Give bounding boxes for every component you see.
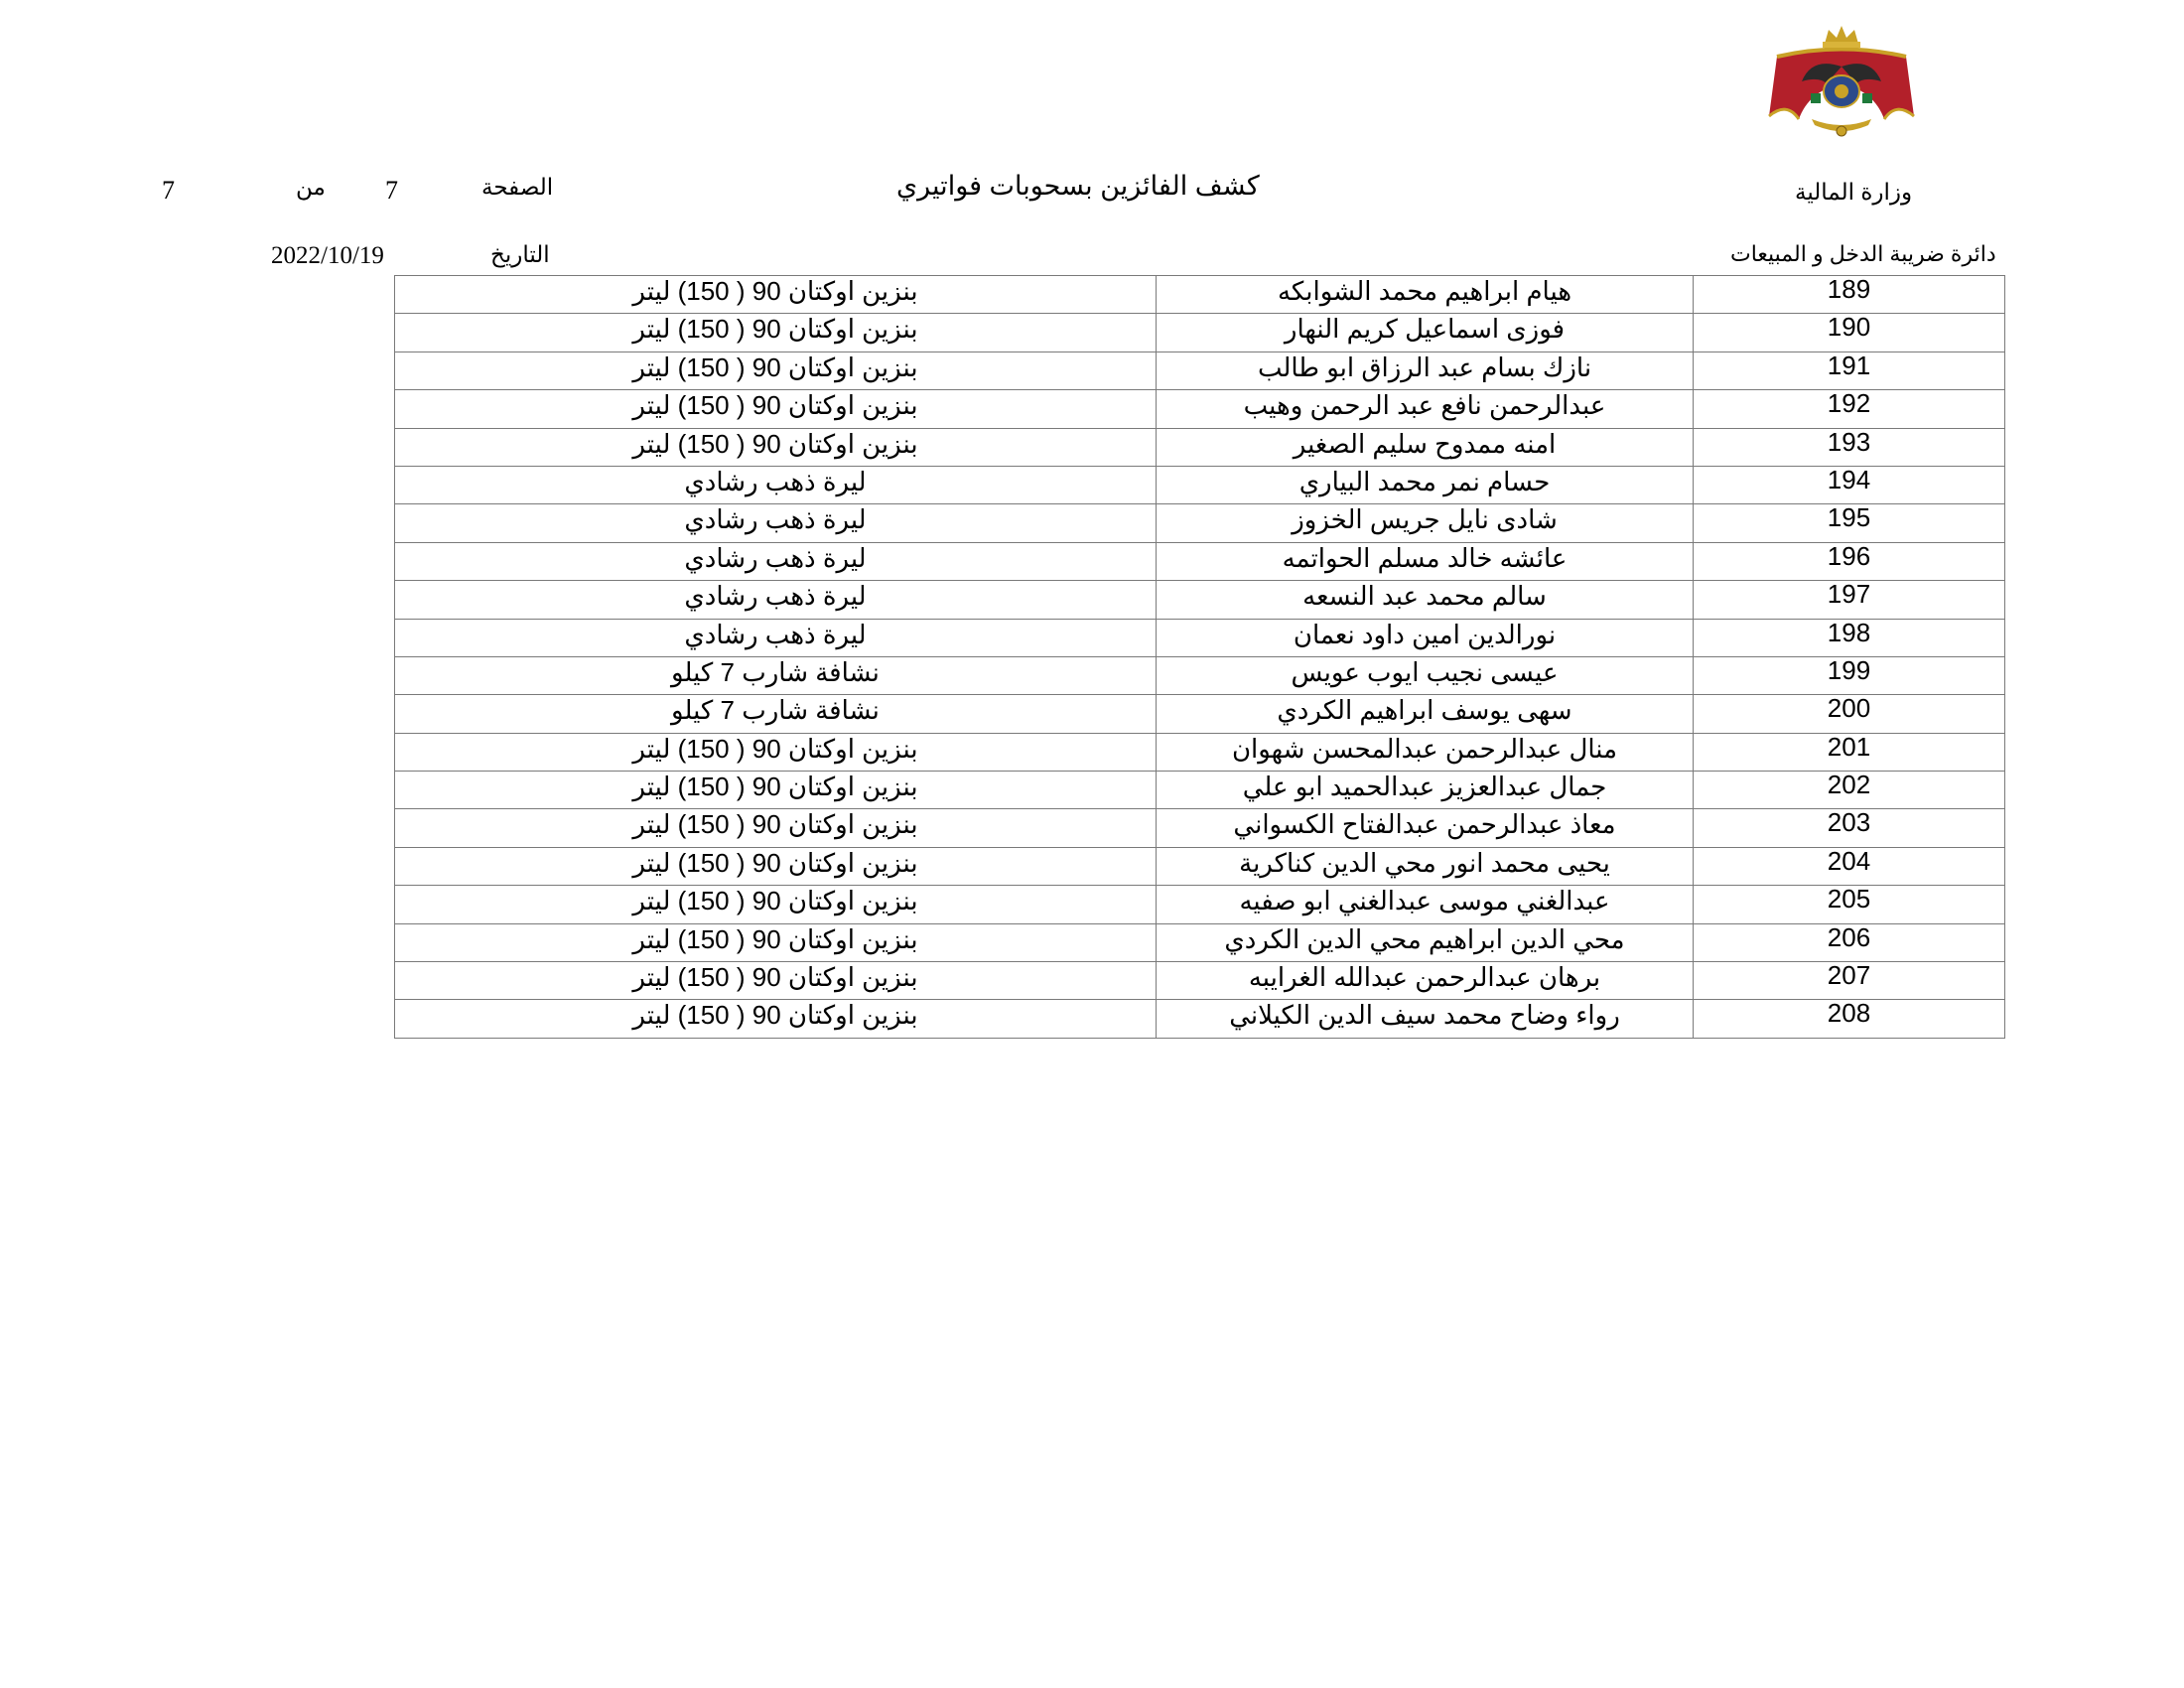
winner-name-cell	[1157, 276, 1694, 314]
table-row	[395, 276, 2005, 314]
prize-cell	[395, 809, 1157, 847]
winner-name-text: فوزى اسماعيل كريم النهار	[1284, 314, 1566, 345]
winner-name-cell	[1157, 847, 1694, 885]
table-row	[395, 772, 2005, 809]
prize-text: بنزين اوكتان 90 ( 150) ليتر	[632, 390, 918, 421]
serial-number-cell: 207	[1694, 962, 2005, 1000]
prize-text: ليرة ذهب رشادي	[684, 581, 867, 612]
table-row	[395, 809, 2005, 847]
table-row	[395, 1000, 2005, 1038]
winner-name-cell	[1157, 314, 1694, 352]
serial-number-cell: 190	[1694, 314, 2005, 352]
table-row	[395, 428, 2005, 466]
table-row	[395, 923, 2005, 961]
table-row	[395, 733, 2005, 771]
winner-name-text: معاذ عبدالرحمن عبدالفتاح الكسواني	[1233, 809, 1616, 840]
table-row	[395, 390, 2005, 428]
page-title: كشف الفائزين بسحوبات فواتيري	[896, 171, 1260, 201]
table-row	[395, 619, 2005, 656]
serial-number-cell: 201	[1694, 733, 2005, 771]
serial-number-cell: 206	[1694, 923, 2005, 961]
table-row	[395, 581, 2005, 619]
ministry-name: وزارة المالية	[1795, 179, 1913, 205]
winner-name-cell	[1157, 581, 1694, 619]
serial-number-cell: 194	[1694, 466, 2005, 503]
serial-number-cell: 205	[1694, 886, 2005, 923]
serial-number-cell: 189	[1694, 276, 2005, 314]
prize-text: بنزين اوكتان 90 ( 150) ليتر	[632, 923, 918, 954]
prize-text: ليرة ذهب رشادي	[684, 504, 867, 535]
winner-name-cell	[1157, 390, 1694, 428]
winner-name-cell	[1157, 619, 1694, 656]
prize-text: نشافة شارب 7 كيلو	[671, 656, 880, 687]
prize-cell	[395, 619, 1157, 656]
table-row	[395, 504, 2005, 542]
winner-name-text: سهى يوسف ابراهيم الكردي	[1277, 695, 1572, 726]
prize-cell	[395, 428, 1157, 466]
table-row	[395, 656, 2005, 694]
prize-cell	[395, 886, 1157, 923]
of-label: من	[296, 174, 326, 200]
winner-name-text: عائشه خالد مسلم الحواتمه	[1282, 542, 1568, 573]
winner-name-cell	[1157, 923, 1694, 961]
prize-text: بنزين اوكتان 90 ( 150) ليتر	[632, 962, 918, 993]
prize-text: بنزين اوكتان 90 ( 150) ليتر	[632, 772, 918, 802]
prize-text: نشافة شارب 7 كيلو	[671, 695, 880, 726]
winner-name-text: برهان عبدالرحمن عبدالله الغرايبه	[1248, 962, 1601, 993]
winner-name-cell	[1157, 695, 1694, 733]
winner-name-cell	[1157, 733, 1694, 771]
royal-emblem-icon	[1757, 22, 1926, 141]
prize-text: بنزين اوكتان 90 ( 150) ليتر	[632, 847, 918, 878]
prize-text: ليرة ذهب رشادي	[684, 542, 867, 573]
winner-name-text: سالم محمد عبد النسعه	[1302, 581, 1547, 612]
winner-name-cell	[1157, 1000, 1694, 1038]
winner-name-text: عبدالغني موسى عبدالغني ابو صفيه	[1239, 886, 1610, 916]
winner-name-text: نورالدين امين داود نعمان	[1293, 619, 1557, 649]
prize-cell	[395, 352, 1157, 389]
winner-name-text: جمال عبدالعزيز عبدالحميد ابو علي	[1242, 772, 1607, 802]
winners-table	[394, 275, 2005, 1039]
prize-cell	[395, 772, 1157, 809]
date-label: التاريخ	[490, 241, 550, 267]
prize-text: بنزين اوكتان 90 ( 150) ليتر	[632, 352, 918, 382]
winner-name-cell	[1157, 542, 1694, 580]
serial-number-cell: 196	[1694, 542, 2005, 580]
winner-name-cell	[1157, 962, 1694, 1000]
prize-cell	[395, 733, 1157, 771]
serial-number-cell: 197	[1694, 581, 2005, 619]
prize-cell	[395, 276, 1157, 314]
winner-name-text: رواء وضاح محمد سيف الدين الكيلاني	[1229, 1000, 1620, 1031]
table-row	[395, 542, 2005, 580]
prize-cell	[395, 504, 1157, 542]
serial-number-cell: 204	[1694, 847, 2005, 885]
prize-text: بنزين اوكتان 90 ( 150) ليتر	[632, 276, 918, 306]
prize-cell	[395, 466, 1157, 503]
serial-number-cell: 192	[1694, 390, 2005, 428]
winner-name-cell	[1157, 656, 1694, 694]
serial-number-cell: 193	[1694, 428, 2005, 466]
winner-name-text: امنه ممدوح سليم الصغير	[1293, 428, 1557, 459]
prize-cell	[395, 581, 1157, 619]
serial-number-cell: 195	[1694, 504, 2005, 542]
winner-name-cell	[1157, 466, 1694, 503]
prize-cell	[395, 695, 1157, 733]
winner-name-text: منال عبدالرحمن عبدالمحسن شهوان	[1231, 733, 1618, 764]
prize-cell	[395, 962, 1157, 1000]
prize-cell	[395, 542, 1157, 580]
prize-text: بنزين اوكتان 90 ( 150) ليتر	[632, 1000, 918, 1031]
table-row	[395, 466, 2005, 503]
page-total: 7	[162, 176, 175, 205]
table-row	[395, 314, 2005, 352]
prize-text: بنزين اوكتان 90 ( 150) ليتر	[632, 314, 918, 345]
page-label: الصفحة	[481, 174, 554, 200]
prize-text: بنزين اوكتان 90 ( 150) ليتر	[632, 733, 918, 764]
table-row	[395, 352, 2005, 389]
department-name: دائرة ضريبة الدخل و المبيعات	[1730, 241, 1996, 266]
winner-name-text: حسام نمر محمد البياري	[1298, 466, 1551, 496]
prize-text: بنزين اوكتان 90 ( 150) ليتر	[632, 428, 918, 459]
prize-cell	[395, 847, 1157, 885]
serial-number-cell: 200	[1694, 695, 2005, 733]
prize-text: بنزين اوكتان 90 ( 150) ليتر	[632, 809, 918, 840]
prize-cell	[395, 923, 1157, 961]
table-row	[395, 847, 2005, 885]
prize-cell	[395, 390, 1157, 428]
winner-name-text: شادى نايل جريس الخزوز	[1292, 504, 1558, 535]
serial-number-cell: 208	[1694, 1000, 2005, 1038]
serial-number-cell: 199	[1694, 656, 2005, 694]
winner-name-cell	[1157, 504, 1694, 542]
prize-text: ليرة ذهب رشادي	[684, 619, 867, 649]
prize-text: ليرة ذهب رشادي	[684, 466, 867, 496]
winner-name-text: نازك بسام عبد الرزاق ابو طالب	[1257, 352, 1592, 382]
winner-name-text: عبدالرحمن نافع عبد الرحمن وهيب	[1243, 390, 1606, 421]
winner-name-text: محي الدين ابراهيم محي الدين الكردي	[1224, 923, 1625, 954]
winner-name-cell	[1157, 809, 1694, 847]
winner-name-text: هيام ابراهيم محمد الشوابكه	[1277, 276, 1572, 306]
winner-name-cell	[1157, 886, 1694, 923]
winner-name-cell	[1157, 352, 1694, 389]
table-row	[395, 962, 2005, 1000]
prize-text: بنزين اوكتان 90 ( 150) ليتر	[632, 886, 918, 916]
table-row	[395, 886, 2005, 923]
serial-number-cell: 198	[1694, 619, 2005, 656]
winner-name-cell	[1157, 772, 1694, 809]
table-row	[395, 695, 2005, 733]
date-value: 2022/10/19	[271, 242, 384, 269]
serial-number-cell: 191	[1694, 352, 2005, 389]
serial-number-cell: 202	[1694, 772, 2005, 809]
winner-name-cell	[1157, 428, 1694, 466]
winner-name-text: عيسى نجيب ايوب عويس	[1291, 656, 1559, 687]
prize-cell	[395, 314, 1157, 352]
prize-cell	[395, 1000, 1157, 1038]
serial-number-cell: 203	[1694, 809, 2005, 847]
prize-cell	[395, 656, 1157, 694]
winner-name-text: يحيى محمد انور محي الدين كناكرية	[1239, 847, 1610, 878]
page-number: 7	[385, 176, 398, 205]
